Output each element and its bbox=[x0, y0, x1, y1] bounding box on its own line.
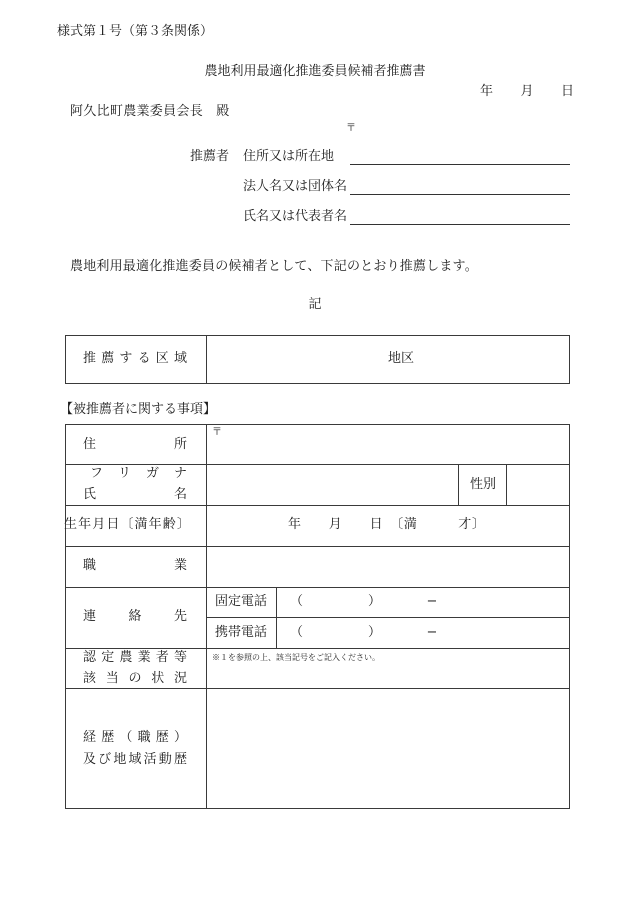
district-value: 地区 bbox=[388, 351, 415, 366]
recommender-corporation-line bbox=[350, 194, 570, 195]
recommender-address-label: 住所又は所在地 bbox=[243, 149, 335, 164]
occupation-value-cell bbox=[206, 546, 570, 588]
address-value-cell bbox=[206, 424, 570, 465]
birth-label: 生 年 月 日 〔 満 年 齢 〕 bbox=[64, 517, 190, 532]
recommender-name-line bbox=[350, 224, 570, 225]
recommender-label: 推薦者 bbox=[190, 149, 230, 164]
career-value-cell bbox=[206, 688, 570, 809]
form-title: 農地利用最適化推進委員候補者推薦書 bbox=[204, 64, 426, 79]
address-postal-mark: 〒 bbox=[212, 427, 222, 438]
statement: 農地利用最適化推進委員の候補者として、下記のとおり推薦します。 bbox=[70, 259, 478, 274]
certified-label-line1: 認 定 農 業 者 等 bbox=[83, 650, 187, 665]
furigana-label: フ リ ガ ナ bbox=[90, 466, 187, 481]
recommender-address-line bbox=[350, 164, 570, 165]
addressee: 阿久比町農業委員会長 殿 bbox=[70, 104, 230, 119]
district-label: 推 薦 す る 区 域 bbox=[83, 351, 187, 366]
sex-label: 性別 bbox=[470, 477, 497, 492]
career-label-line1: 経 歴 （ 職 歴 ） bbox=[83, 730, 187, 745]
certified-label-line2: 該 当 の 状 況 bbox=[83, 671, 187, 686]
contact-label: 連 絡 先 bbox=[83, 609, 187, 624]
recommender-name-label: 氏名又は代表者名 bbox=[243, 209, 348, 224]
name-value-cell bbox=[206, 464, 459, 506]
recommender-corporation-label: 法人名又は団体名 bbox=[243, 179, 348, 194]
birth-value: 年 月 日 〔満 才〕 bbox=[288, 517, 486, 532]
form-number: 様式第１号（第３条関係） bbox=[57, 24, 214, 39]
career-label-line2: 及 び 地 域 活 動 歴 bbox=[83, 752, 187, 767]
landline-value: （ ） − bbox=[290, 594, 438, 609]
address-label: 住 所 bbox=[83, 437, 187, 452]
mobile-value: （ ） − bbox=[290, 625, 438, 640]
certified-note: ※１を参照の上、該当記号をご記入ください。 bbox=[212, 653, 380, 662]
mobile-label: 携帯電話 bbox=[215, 625, 268, 640]
landline-label: 固定電話 bbox=[215, 594, 268, 609]
date-line: 年 月 日 bbox=[480, 84, 575, 99]
ki-heading: 記 bbox=[308, 297, 322, 312]
recommender-postal-mark: 〒 bbox=[346, 123, 356, 134]
sex-value-cell bbox=[506, 464, 570, 506]
section-heading: 【被推薦者に関する事項】 bbox=[60, 402, 217, 417]
name-label: 氏 名 bbox=[83, 487, 187, 502]
career-label-cell bbox=[65, 688, 207, 809]
occupation-label: 職 業 bbox=[83, 558, 187, 573]
